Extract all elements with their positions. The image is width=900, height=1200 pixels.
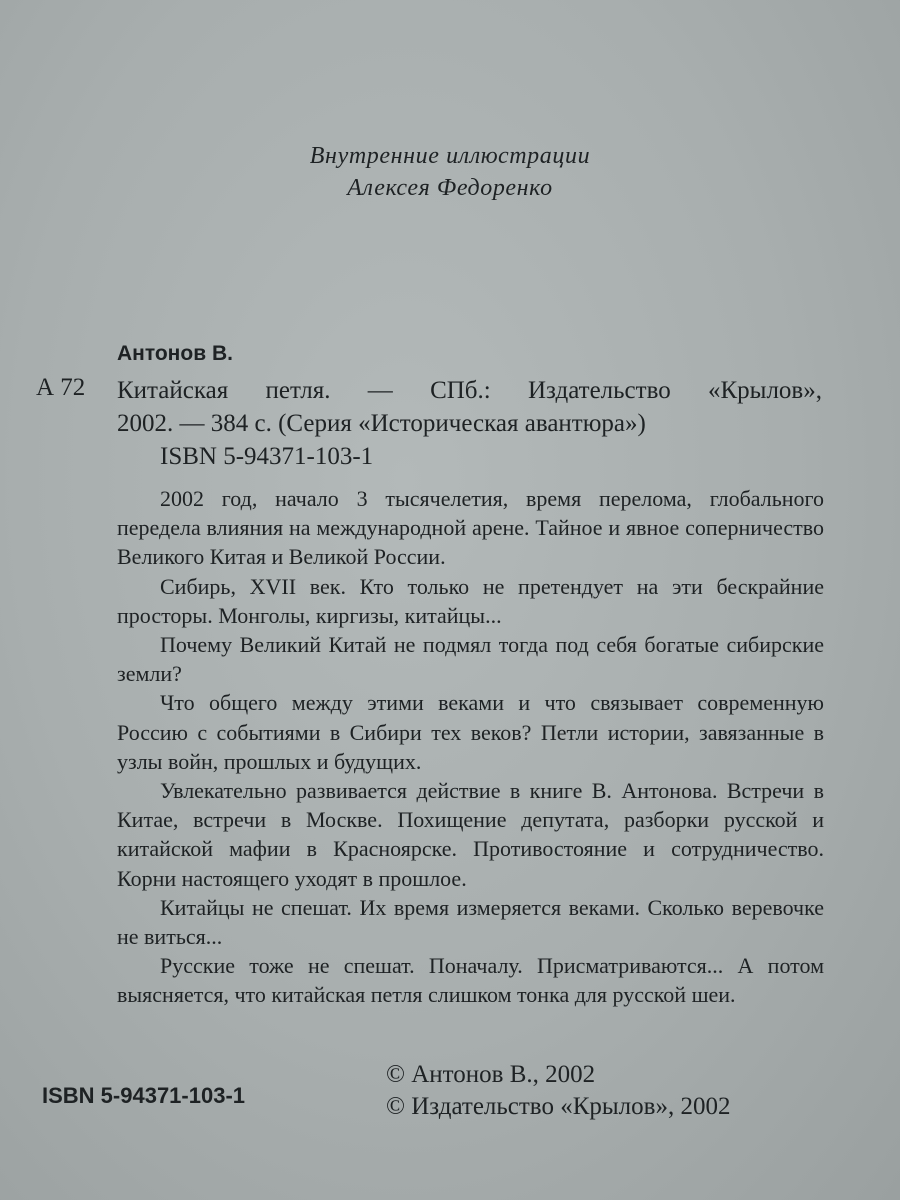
annotation-paragraph: Сибирь, XVII век. Кто только не претендует на эти бескрайние просторы. Монголы, киргизы, китайцы... — [117, 573, 824, 628]
illustrations-credit — [0, 140, 900, 204]
annotation-paragraph: Увлекательно развивается действие в книге В. Антонова. Встречи в Китае, встречи в Москве. Похищение депутата, разборки русской и китайской мафии в Красноярске. Противостояние и сотрудничество. Корни настоящего уходят в прошлое. — [117, 778, 824, 891]
copyright-block — [386, 1059, 730, 1123]
catalog-record-line2: 2002. — 384 с. (Серия «Историческая авантюра») — [117, 410, 646, 437]
annotation-paragraph: Что общего между этими веками и что связывает современную Россию с событиями в Сибири тех веков? Петли истории, завязанные в узлы войн, прошлых и будущих. — [117, 690, 824, 774]
annotation-paragraph: Почему Великий Китай не подмял тогда под себя богатые сибирские земли? — [117, 632, 824, 687]
annotation-paragraph: 2002 год, начало 3 тысячелетия, время перелома, глобального передела влияния на международной арене. Тайное и явное соперничество Великого Китая и Великой России. — [117, 486, 824, 570]
catalog-record — [117, 374, 822, 473]
illustrations-credit-line1: Внутренние иллюстрации — [309, 143, 591, 169]
catalog-record-line1: Китайская петля. — СПб.: Издательство «Крылов», — [117, 377, 822, 404]
annotation-paragraph: Китайцы не спешат. Их время измеряется веками. Сколько веревочке не виться... — [117, 894, 824, 950]
illustrations-credit-line2: Алексея Федоренко — [347, 175, 553, 201]
footer-isbn: ISBN 5-94371-103-1 — [42, 1083, 246, 1108]
catalog-isbn: ISBN 5-94371-103-1 — [160, 443, 374, 470]
copyright-publisher: © Издательство «Крылов», 2002 — [386, 1093, 731, 1120]
catalog-code: А 72 — [36, 374, 86, 401]
annotation-paragraph: Русские тоже не спешат. Поначалу. Присматриваются... А потом выясняется, что китайская петля слишком тонка для русской шеи. — [117, 953, 824, 1008]
copyright-author: © Антонов В., 2002 — [386, 1061, 596, 1088]
annotation — [117, 484, 824, 1010]
catalog-author: Антонов В. — [117, 342, 233, 365]
